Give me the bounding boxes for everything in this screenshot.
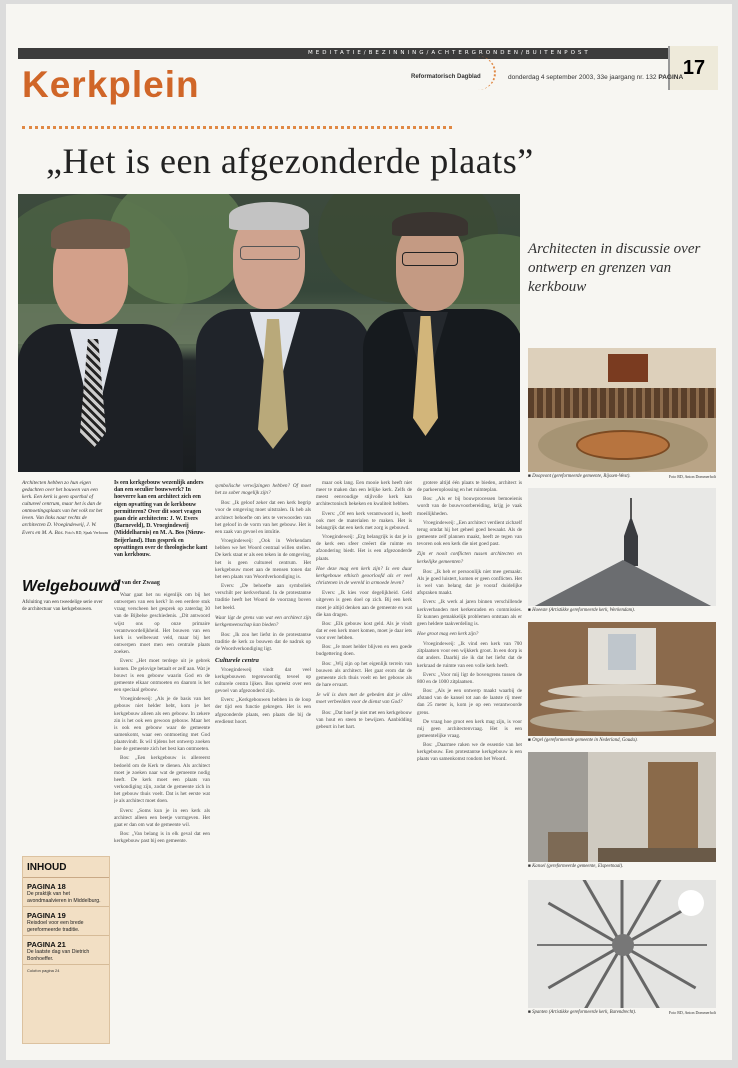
paragraph: Vroegindeweij vindt dat veel kerkgebouwen tegenwoordig teveel op culturele centra lijken. Bos spreekt over een gevoel van afgezonderd zijn. — [215, 666, 311, 695]
question: Hoe deze mag een kerk zijn? Is een duur kerkgebouw ethisch geoorloofd als er veel christenen in de wereld in armoede leven? — [316, 565, 412, 587]
caption-credit: Foto RD, Anton Dommerholt — [668, 474, 716, 479]
paragraph: Bos: „Ik heb er persoonlijk niet mee gemaakt. Als je goed luistert, komen er geen conflicten. Het is wel van belang dat je vooraf duidelijke afspraken maakt. — [417, 568, 522, 597]
side-photo-pulpit — [528, 752, 716, 862]
byline: K. van der Zwaag — [114, 580, 160, 586]
side-photo-organ — [528, 622, 716, 736]
body-column-2 — [215, 480, 311, 1044]
subheadline: Architecten in discussie over ontwerp en grenzen van kerkbouw — [528, 241, 701, 295]
contents-entry — [23, 907, 109, 936]
caption-text: Spanten (Artistikke gereformeerde kerk, Barendrecht). — [532, 1010, 637, 1015]
question: Je wil is dom met de gebeden dat je alles moet verbeelden voor de dienst van God? — [316, 692, 412, 706]
section-title: Kerkplein — [22, 64, 200, 105]
side-photo-tower — [528, 488, 716, 606]
paragraph: Evers: „Kerkgebouwen hebben in de loop der tijd een functie gekregen. Het is een afgezonderde plaats, een plaats die bij de eredienst hoort. — [215, 697, 311, 725]
contents-entry — [23, 936, 109, 965]
caption-text: Kansel (gereformeerde gemeente, Elspeetnaal). — [532, 864, 624, 869]
paragraph: Bos: „Ik geloof zeker dat een kerk begrip voor de omgeving moet uitstralen. Ik heb als architect behoefte om iets te verwoorden van het geloof in de vorm van het gebouw. Het is een zaak van gevoel en intuïtie. — [215, 500, 311, 535]
paragraph: Vroegindeweij: „Als je de basis van het gebouw niet helder hebt, kom je het kerkgebouw alleen als een gebouw. In zekere zin is het ook een gewoon gebouw. Maar het is ook een gebouw waar de gemeente samenkomt, waar een ontmoeting met God plaatsvindt. Ik wil tijdens het ontwerp zoeken hoe de gemeente zich het best kan ontmoeten. — [114, 696, 210, 753]
headline: „Het is een afgezonderde plaats” — [46, 141, 534, 181]
paragraph: Evers: „Ik kies voor degelijkheid. Geld uitgeven is geen doel op zich. Bij een kerk moet je altijd denken aan de gemeente en wat die kan dragen. — [316, 590, 412, 618]
paragraph: Waar gaat het nu eigenlijk om bij het ontwerpen van een kerk? In een eerdere stuk vraag verscheen het gesprek op zaterdag 30 van de Bijbelse geschiedenis. „Dit antwoord wijst ons op onze primaire verantwoordelijkheid. Het bouwen van een kerk is welbewust veld, maar bij het ontwerpen moet men een centrale plaats zoeken. — [114, 592, 210, 656]
paragraph: Bos: „Dat hoef je niet met een kerkgebouw van hout en steen te bewijzen. Aanbidding gebeurt in het hart. — [316, 709, 412, 730]
paragraph: Bos: „Als je een ontwerp maakt waarbij de afstand van de kansel tot aan de laatste rij meer dan 25 meter is, kom je op een verantwoorde grens. — [417, 688, 522, 716]
page-number-box — [668, 46, 718, 90]
page-number: 17 — [682, 57, 706, 79]
date-text: donderdag 4 september 2003, 33e jaargang nr. 132 — [508, 74, 657, 81]
paragraph: Bos: „Wij zijn op het eigenlijk terrein van bouwen als architect. Het gaat erom dat de gemeente zich thuis voelt en het gebouw als de hare ervaart. — [316, 660, 412, 689]
paragraph: Evers: „De behoefte aan symboliek verschilt per kerkverband. In de protestantse traditie heeft het Woord de voorrang boven het beeld. — [215, 583, 311, 611]
page-word: PAGINA — [658, 74, 684, 81]
paragraph: Bos: „Ik zou het liefst in de protestantse traditie de kerk zo bouwen dat de nadruk op de Woordverkondiging ligt. — [215, 631, 311, 653]
paper-name: Reformatorisch Dagblad — [411, 74, 481, 80]
caption-text: Orgel (gereformeerde gemeente in Nederland, Gouda). — [532, 738, 638, 743]
caption-text: Doopvont (gereformeerde gemeente, Rijssen-West). — [532, 474, 631, 479]
photo-caption — [22, 480, 108, 537]
contents-desc: De laatste dag van Dietrich Bonhoeffer. — [27, 949, 90, 962]
section-heading: Culturele centra — [215, 657, 259, 665]
lead-paragraph: Is een kerkgebouw wezenlijk anders dan een seculier bouwwerk? In hoeverre kan een architect zich een eigen opvatting van de kerkbouw permitteren? Over dit soort vragen gaan drie architecten: J. W. Evers (Barneveld), D. Vroegindeweij (Middelharnis) en M. A. Bos (Nieuw-Beijerland). Hun gesprek en opvattingen over de theologische kant van kerkbouw. — [114, 480, 208, 559]
side-caption-5: ■ Spanten (Artistikke gereformeerde kerk, Barendrecht). Foto RD, Anton Dommerholt — [528, 1010, 716, 1015]
side-caption-2: ■ Hoeeste (Artistikke gereformeerde kerk, Werkendam). — [528, 608, 635, 613]
side-photo-font — [528, 348, 716, 472]
question: symbolische verwijzingen hebben? Of moet het zo sober mogelijk zijn? — [215, 483, 311, 497]
paragraph: Vroegindeweij: „Ook in Werkendam hebben we het Woord centraal willen stellen. De kerk staat er als een teken in de omgeving, het is geen cultureel centrum. Het kerkgebouw moet aan de mensen tonen dat het een plaats van Woordverkondiging is. — [215, 538, 311, 580]
contents-box — [22, 856, 110, 1044]
dateline — [508, 74, 683, 81]
side-photo-beams — [528, 880, 716, 1008]
dotted-divider — [22, 126, 452, 129]
rubric-bar: MEDITATIE/BEZINNING/ACHTERGRONDEN/BUITENPOST — [18, 48, 673, 59]
question: Waar ligt de grens van wat een architect zijn kerkgemeenschap kan bieden? — [215, 614, 311, 628]
side-caption-3: ■ Orgel (gereformeerde gemeente in Nederland, Gouda). — [528, 738, 638, 743]
paragraph: Bos: „Je moet helder blijven en een goede budgettering doen. — [316, 644, 412, 658]
caption-credit: Foto RD, Anton Dommerholt — [668, 1010, 716, 1015]
caption-text: Hoeeste (Artistikke gereformeerde kerk, Werkendam). — [532, 608, 635, 613]
paragraph: grotere altijd één plaats te bieden, architect is de parkeeroplossing en het ruimteplan. — [417, 480, 522, 494]
contents-entry — [23, 878, 109, 907]
paragraph: Bos: „Daarmee raken we de essentie van het kerkgebouw. Een protestantse kerkgebouw is een plaats van samenkomst rondom het Woord. — [417, 742, 522, 763]
paragraph: Bos: „Elk gebouw kost geld. Als je vindt dat er een kerk moet komen, moet je daar iets voor over hebben. — [316, 620, 412, 642]
paragraph: Bos: „Als er bij bouwprocessen bemoeienis wordt van de bouwvoorbereiding, krijg je vaak moeilijkheden. — [417, 496, 522, 517]
paragraph: Vroegindeweij: „Erg belangrijk is dat je in de kerk een sfeer creëert die ruimte en afzondering biedt. Het is een afgezonderde plaats. — [316, 534, 412, 562]
colofon-note: Colofon pagina 24 — [27, 968, 60, 973]
paragraph: De vraag hoe groot een kerk mag zijn, is voor mij geen architectenvraag. Het is een gemeentelijke vraag. — [417, 718, 522, 739]
paragraph: Evers: „Soms kun je in een kerk als architect alleen een beetje vormgeven. Het gaat er dan om wat de gemeente wil. — [114, 807, 210, 828]
body-column-4 — [417, 480, 522, 1044]
paragraph: Evers: „Voor mij ligt de bovengrens tussen de 800 en de 1000 zitplaatsen. — [417, 671, 522, 685]
paragraph: Vroegindeweij: „Een architect verdient zichzelf terug omdat hij het geheel goed bewaakt. Als de gemeente zelf plannen maakt, heeft ze tegen van tevoren ook een kerk die niet goed past. — [417, 519, 522, 548]
paragraph: Evers: „Of een kerk verantwoord is, heeft ook met de materialen te maken. Het is belangrijk dat een kerk met zorg is gebouwd. — [316, 510, 412, 531]
contents-page: PAGINA 18 — [27, 882, 66, 891]
side-caption-1: ■ Doopvont (gereformeerde gemeente, Rijssen-West). Foto RD, Anton Dommerholt — [528, 474, 716, 479]
welgebouwd-note: Afsluiting van een tweedelige serie over de architectuur van kerkgebouwen. — [22, 600, 103, 612]
contents-title: INHOUD — [23, 857, 109, 878]
main-photo — [18, 194, 520, 472]
contents-page: PAGINA 21 — [27, 940, 66, 949]
swirl-logo-icon — [460, 56, 496, 90]
paragraph: Evers: „Het moet terdege uit je gebrek komen. De gelovige betaalt er zelf aan. Wat je bouwt is een gebouw waarin God en de gemeente elkaar ontmoeten en daarom is het een speciaal gebouw. — [114, 658, 210, 694]
contents-desc: Reisdoel voor een brede gereformeerde traditie. — [27, 920, 84, 933]
body-column-1 — [114, 592, 210, 1044]
side-caption-4: ■ Kansel (gereformeerde gemeente, Elspeetnaal). — [528, 864, 624, 869]
question: Zijn er nooit conflicten tussen architecten en kerkelijke gemeenten? — [417, 551, 522, 565]
contents-page: PAGINA 19 — [27, 911, 66, 920]
photo-credit: Foto's RD, Sjaak Verboom — [65, 530, 108, 535]
photo-caption-text: Architecten hebben zo hun eigen gedachten over het bouwen van een kerk. Een kerk is geen sporthal of cultureel centrum, maar het is dan de ontmoetingsplaats van het volk tot het leven. Van links naar rechts de architecten D. Vroegindeweij, J. W. Evers en M. A. Bos. — [22, 480, 103, 536]
contents-desc: De praktijk van het avondmaalvieren in Middelburg. — [27, 891, 101, 904]
paragraph: Bos: „Een kerkgebouw is allereerst bedoeld om de Kerk te dienen. Als architect moet je zoeken naar wat de gemeente nodig heeft. De kerk moet een plaats van verkondiging zijn, zodat de gemeente zich in het gebouw thuis voelt. Dat is het eerste wat je als architect moet doen. — [114, 755, 210, 805]
paragraph: Bos: „Van belang is in elk geval dat een kerkgebouw past bij een gemeente. — [114, 831, 210, 845]
newspaper-page — [6, 4, 732, 1060]
paragraph: Vroegindeweij: „Ik vind een kerk van 700 zitplaatsen voor een wijkkerk groot. In een dorp is dat anders. Daarbij zie ik dat het liefst dat de kerkraad de ruimte van een volle kerk heeft. — [417, 641, 522, 669]
welgebouwd-logo: Welgebouwd — [22, 578, 121, 595]
paragraph: maar ook lang. Een mooie kerk heeft niet meer te maken dan een lelijke kerk. Zelfs de meest eenvoudige stijlvolle kerk kan architectonisch bekeken en kwaliteit hebben. — [316, 480, 412, 508]
body-column-3 — [316, 480, 412, 1044]
paragraph: Evers: „Ik werk al jaren binnen verschillende kerkverbanden met kerkenraden en commissies. Er kunnen gemakkelijk problemen ontstaan als er geen heldere taakverdeling is. — [417, 599, 522, 627]
question: Hoe groot mag een kerk zijn? — [417, 630, 479, 637]
